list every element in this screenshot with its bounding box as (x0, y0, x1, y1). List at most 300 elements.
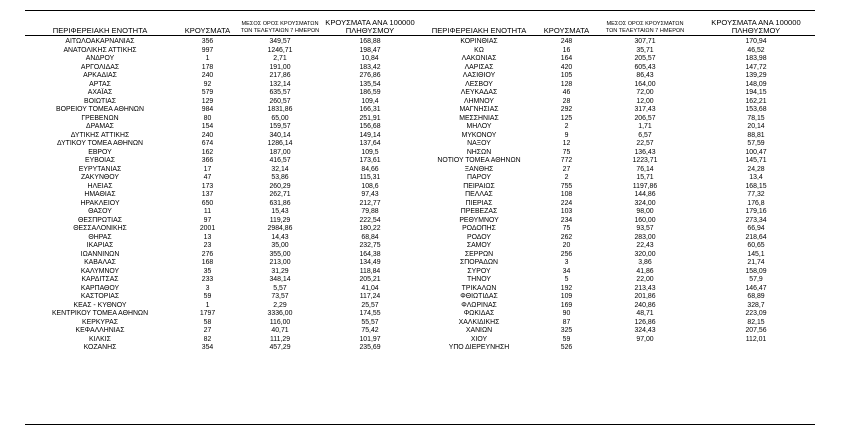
left-per-100k-cell: 149,14 (359, 131, 381, 139)
table-row (25, 234, 815, 243)
left-per-100k-cell: 276,86 (359, 72, 381, 79)
right-per-100k-cell: 158,09 (745, 267, 767, 275)
left-region-cell: ΔΥΤΙΚΗΣ ΑΤΤΙΚΗΣ (70, 131, 130, 139)
right-cases-cell: 105 (560, 72, 573, 79)
right-region-cell: ΝΟΤΙΟΥ ΤΟΜΕΑ ΑΘΗΝΩΝ (437, 157, 521, 164)
left-average-cell: 457,29 (269, 344, 291, 351)
right-cases-cell: 262 (560, 233, 573, 241)
left-cases-cell: 47 (203, 174, 212, 181)
left-region-cell: ΘΑΣΟΥ (88, 208, 112, 215)
right-average-cell: 6,57 (638, 131, 652, 139)
table-row (25, 132, 815, 141)
left-per-100k-cell: 84,66 (361, 165, 379, 173)
right-per-100k-cell: 153,68 (745, 106, 767, 113)
table-row (25, 293, 815, 302)
right-average-cell: 22,00 (636, 276, 654, 283)
table-bottom-rule (25, 424, 815, 425)
left-region-cell: ΚΑΛΥΜΝΟΥ (80, 267, 120, 275)
right-per-100k-cell: 273,34 (745, 216, 767, 224)
right-region-cell: ΣΠΟΡΑΔΩΝ (459, 259, 498, 266)
right-per-100k-cell: 218,64 (745, 233, 767, 241)
left-average-cell: 631,86 (269, 199, 291, 207)
right-average-cell: 164,00 (634, 80, 656, 88)
left-cases-cell: 674 (201, 140, 214, 147)
right-cases-cell: 292 (560, 106, 573, 113)
right-cases-cell: 87 (562, 318, 571, 326)
left-per-100k-cell: 135,54 (359, 80, 381, 88)
left-average-cell: 217,86 (269, 72, 291, 79)
right-average-cell: 320,00 (634, 250, 656, 258)
right-region-cell: ΛΕΣΒΟΥ (465, 80, 493, 88)
left-per-100k-cell: 118,84 (359, 267, 381, 275)
left-region-cell: ΔΡΑΜΑΣ (86, 123, 114, 130)
right-per-100k-cell: 179,16 (745, 208, 767, 215)
left-region-cell: ΚΑΡΔΙΤΣΑΣ (81, 276, 119, 283)
table-row (25, 225, 815, 234)
right-region-cell: ΞΑΝΘΗΣ (464, 165, 494, 173)
left-cases-cell: 240 (201, 72, 214, 79)
left-average-cell: 416,57 (269, 157, 291, 164)
table-row (25, 217, 815, 226)
table-row (25, 242, 815, 251)
right-cases-cell: 164 (560, 55, 573, 62)
left-per-100k-cell: 212,77 (359, 199, 381, 207)
left-per-100k-cell: 134,49 (359, 259, 381, 266)
right-region-cell: ΣΥΡΟΥ (467, 267, 491, 275)
right-cases-cell: 12 (562, 140, 571, 147)
left-per-100k-cell: 180,22 (359, 225, 381, 232)
right-average-cell: 86,43 (636, 72, 654, 79)
left-region-cell: ΘΕΣΣΑΛΟΝΙΚΗΣ (73, 225, 127, 232)
right-cases-cell: 772 (560, 157, 573, 164)
right-cases-cell: 16 (562, 46, 571, 54)
table-row (25, 166, 815, 175)
right-region-cell: ΚΩ (474, 46, 484, 54)
right-average-cell: 213,43 (634, 284, 656, 292)
right-per-100k-cell: 194,15 (745, 89, 767, 96)
right-region-cell: ΝΗΣΩΝ (466, 148, 492, 156)
right-per-100k-cell: 148,09 (745, 80, 767, 88)
table-row (25, 55, 815, 64)
right-average-cell: 126,86 (634, 318, 656, 326)
right-per-100k-cell: 78,15 (747, 114, 765, 122)
right-region-cell: ΠΡΕΒΕΖΑΣ (460, 208, 498, 215)
left-per-100k-cell: 68,84 (361, 233, 379, 241)
header-average-left: ΜΕΣΟΣ ΟΡΟΣ ΚΡΟΥΣΜΑΤΩΝ ΤΩΝ ΤΕΛΕΥΤΑΙΩΝ 7 ΗΜΕΡΩΝ (240, 21, 320, 34)
left-region-cell: ΙΚΑΡΙΑΣ (86, 242, 114, 249)
right-cases-cell: 109 (560, 293, 573, 300)
left-per-100k-cell: 174,55 (359, 310, 381, 317)
right-average-cell: 201,86 (634, 293, 656, 300)
left-average-cell: 2984,86 (267, 225, 293, 232)
table-row (25, 149, 815, 158)
left-average-cell: 262,71 (269, 191, 291, 198)
left-region-cell: ΗΛΕΙΑΣ (87, 182, 113, 190)
right-average-cell: 22,43 (636, 242, 654, 249)
left-per-100k-cell: 173,61 (359, 157, 381, 164)
left-average-cell: 111,29 (269, 335, 291, 343)
left-region-cell: ΑΝΑΤΟΛΙΚΗΣ ΑΤΤΙΚΗΣ (63, 46, 137, 54)
table-row (25, 47, 815, 56)
table-row (25, 140, 815, 149)
right-per-100k-cell: 147,72 (745, 63, 767, 71)
left-per-100k-cell: 166,31 (359, 106, 381, 113)
right-region-cell: ΤΡΙΚΑΛΩΝ (461, 284, 497, 292)
right-cases-cell: 75 (562, 148, 571, 156)
table-row (25, 276, 815, 285)
right-per-100k-cell: 100,47 (745, 148, 767, 156)
left-cases-cell: 27 (203, 327, 212, 334)
table-row (25, 64, 815, 73)
left-region-cell: ΚΑΣΤΟΡΙΑΣ (80, 293, 120, 300)
right-per-100k-cell: 77,32 (747, 191, 765, 198)
left-per-100k-cell: 101,97 (359, 335, 381, 343)
left-per-100k-cell: 137,64 (359, 140, 381, 147)
right-cases-cell: 75 (562, 225, 571, 232)
table-row (25, 106, 815, 115)
right-region-cell: ΛΑΡΙΣΑΣ (464, 63, 494, 71)
left-average-cell: 187,00 (269, 148, 291, 156)
right-average-cell: 240,86 (634, 301, 656, 309)
left-region-cell: ΓΡΕΒΕΝΩΝ (81, 114, 119, 122)
right-average-cell: 12,00 (636, 97, 654, 105)
right-region-cell: ΛΑΣΙΘΙΟΥ (462, 72, 496, 79)
left-average-cell: 260,29 (269, 182, 291, 190)
right-average-cell: 98,00 (636, 208, 654, 215)
header-region-left: ΠΕΡΙΦΕΡΕΙΑΚΗ ΕΝΟΤΗΤΑ (52, 26, 148, 35)
left-cases-cell: 1 (205, 301, 210, 309)
table-row (25, 157, 815, 166)
table-row (25, 89, 815, 98)
left-average-cell: 349,57 (269, 38, 291, 45)
left-per-100k-cell: 186,59 (359, 89, 381, 96)
left-region-cell: ΑΝΔΡΟΥ (85, 55, 115, 62)
right-average-cell: 205,57 (634, 55, 656, 62)
left-per-100k-cell: 75,42 (361, 327, 379, 334)
header-rule (25, 35, 815, 36)
left-cases-cell: 997 (201, 46, 214, 54)
left-cases-cell: 162 (201, 148, 214, 156)
right-per-100k-cell: 112,01 (745, 335, 767, 343)
left-per-100k-cell: 164,38 (359, 250, 381, 258)
right-cases-cell: 420 (560, 63, 573, 71)
left-cases-cell: 154 (201, 123, 214, 130)
table-row (25, 327, 815, 336)
table-row (25, 336, 815, 345)
left-region-cell: ΒΟΙΩΤΙΑΣ (83, 97, 116, 105)
left-average-cell: 340,14 (269, 131, 291, 139)
right-average-cell: 97,00 (636, 335, 654, 343)
right-region-cell: ΦΩΚΙΔΑΣ (463, 310, 495, 317)
right-per-100k-cell: 60,65 (747, 242, 765, 249)
right-average-cell: 41,86 (636, 267, 654, 275)
left-cases-cell: 173 (201, 182, 214, 190)
right-region-cell: ΥΠΟ ΔΙΕΡΕΥΝΗΣΗ (448, 344, 510, 351)
left-average-cell: 73,57 (271, 293, 289, 300)
left-per-100k-cell: 79,88 (361, 208, 379, 215)
left-cases-cell: 276 (201, 250, 214, 258)
left-average-cell: 31,29 (271, 267, 289, 275)
left-cases-cell: 168 (201, 259, 214, 266)
right-per-100k-cell: 145,71 (745, 157, 767, 164)
left-per-100k-cell: 168,88 (359, 38, 381, 45)
right-cases-cell: 9 (564, 131, 569, 139)
right-average-cell: 307,71 (634, 38, 656, 45)
right-per-100k-cell: 168,15 (745, 182, 767, 190)
left-region-cell: ΚΑΒΑΛΑΣ (84, 259, 116, 266)
right-average-cell: 136,43 (634, 148, 656, 156)
right-per-100k-cell: 20,14 (747, 123, 765, 130)
right-average-cell: 283,00 (634, 233, 656, 241)
right-average-cell: 76,14 (636, 165, 654, 173)
left-region-cell: ΘΗΡΑΣ (88, 233, 112, 241)
table-row (25, 81, 815, 90)
left-cases-cell: 82 (203, 335, 212, 343)
right-average-cell: 35,71 (636, 46, 654, 54)
table-row (25, 285, 815, 294)
left-cases-cell: 59 (203, 293, 212, 300)
left-region-cell: ΗΡΑΚΛΕΙΟΥ (80, 199, 120, 207)
right-per-100k-cell: 145,1 (747, 250, 765, 258)
right-per-100k-cell: 57,59 (747, 140, 765, 147)
left-region-cell: ΚΕΝΤΡΙΚΟΥ ΤΟΜΕΑ ΑΘΗΝΩΝ (51, 310, 149, 317)
left-per-100k-cell: 55,57 (361, 318, 379, 326)
left-region-cell: ΑΡΚΑΔΙΑΣ (83, 72, 117, 79)
right-region-cell: ΛΑΚΩΝΙΑΣ (461, 55, 497, 62)
left-region-cell: ΑΡΓΟΛΙΔΑΣ (80, 63, 120, 71)
right-cases-cell: 2 (564, 174, 569, 181)
left-per-100k-cell: 183,42 (359, 63, 381, 71)
left-cases-cell: 356 (201, 38, 214, 45)
right-cases-cell: 46 (562, 89, 571, 96)
left-region-cell: ΑΧΑΪΑΣ (87, 89, 113, 96)
left-average-cell: 5,57 (273, 284, 287, 292)
table-row (25, 319, 815, 328)
left-cases-cell: 17 (203, 165, 212, 173)
left-average-cell: 260,57 (269, 97, 291, 105)
left-cases-cell: 11 (203, 208, 212, 215)
right-average-cell: 206,57 (634, 114, 656, 122)
left-cases-cell: 80 (203, 114, 212, 122)
left-average-cell: 116,00 (269, 318, 291, 326)
right-cases-cell: 103 (560, 208, 573, 215)
left-per-100k-cell: 232,75 (359, 242, 381, 249)
right-region-cell: ΠΕΙΡΑΙΩΣ (463, 182, 495, 190)
right-cases-cell: 90 (562, 310, 571, 317)
left-cases-cell: 579 (201, 89, 214, 96)
right-region-cell: ΦΘΙΩΤΙΔΑΣ (460, 293, 498, 300)
right-cases-cell: 59 (562, 335, 571, 343)
right-region-cell: ΤΗΝΟΥ (467, 276, 491, 283)
table-row (25, 200, 815, 209)
left-cases-cell: 13 (203, 233, 212, 241)
right-region-cell: ΧΑΛΚΙΔΙΚΗΣ (458, 318, 500, 326)
left-cases-cell: 97 (203, 216, 212, 224)
left-average-cell: 32,14 (271, 165, 289, 173)
left-average-cell: 2,29 (273, 301, 287, 309)
right-cases-cell: 125 (560, 114, 573, 122)
right-cases-cell: 34 (562, 267, 571, 275)
left-average-cell: 1831,86 (267, 106, 293, 113)
left-per-100k-cell: 251,91 (359, 114, 381, 122)
left-cases-cell: 354 (201, 344, 214, 351)
right-region-cell: ΡΟΔΟΥ (466, 233, 491, 241)
right-region-cell: ΜΕΣΣΗΝΙΑΣ (459, 114, 499, 122)
table-row (25, 98, 815, 107)
left-cases-cell: 137 (201, 191, 214, 198)
left-region-cell: ΚΕΑΣ - ΚΥΘΝΟΥ (73, 301, 127, 309)
right-per-100k-cell: 66,94 (747, 225, 765, 232)
right-average-cell: 324,00 (634, 199, 656, 207)
table-row (25, 123, 815, 132)
header-per-100k-left: ΚΡΟΥΣΜΑΤΑ ΑΝΑ 100000 ΠΛΗΘΥΣΜΟΥ (325, 18, 415, 35)
left-average-cell: 1286,14 (267, 140, 293, 147)
right-region-cell: ΡΕΘΥΜΝΟΥ (459, 216, 499, 224)
right-per-100k-cell: 183,98 (745, 55, 767, 62)
left-region-cell: ΒΟΡΕΙΟΥ ΤΟΜΕΑ ΑΘΗΝΩΝ (56, 106, 144, 113)
left-cases-cell: 1 (205, 55, 210, 62)
left-cases-cell: 23 (203, 242, 212, 249)
left-average-cell: 2,71 (273, 55, 287, 62)
table-row (25, 72, 815, 81)
right-per-100k-cell: 162,21 (745, 97, 767, 105)
left-cases-cell: 1797 (199, 310, 216, 317)
left-average-cell: 213,00 (269, 259, 291, 266)
right-per-100k-cell: 328,7 (747, 301, 765, 309)
right-per-100k-cell: 170,94 (745, 38, 767, 45)
left-average-cell: 348,14 (269, 276, 291, 283)
left-cases-cell: 366 (201, 157, 214, 164)
table-row (25, 174, 815, 183)
left-region-cell: ΑΙΤΩΛΟΑΚΑΡΝΑΝΙΑΣ (65, 38, 135, 45)
left-average-cell: 40,71 (271, 327, 289, 334)
table-row (25, 259, 815, 268)
left-average-cell: 35,00 (271, 242, 289, 249)
table-row (25, 344, 815, 353)
right-average-cell: 48,71 (636, 310, 654, 317)
table-row (25, 115, 815, 124)
right-cases-cell: 128 (560, 80, 573, 88)
right-per-100k-cell: 13,4 (749, 174, 763, 181)
left-average-cell: 355,00 (269, 250, 291, 258)
table-body (25, 38, 815, 353)
right-per-100k-cell: 207,56 (745, 327, 767, 334)
right-cases-cell: 234 (560, 216, 573, 224)
right-average-cell: 1197,86 (632, 182, 658, 190)
left-per-100k-cell: 109,5 (361, 148, 379, 156)
left-average-cell: 53,86 (271, 174, 289, 181)
right-average-cell: 144,86 (634, 191, 656, 198)
left-average-cell: 14,43 (271, 233, 289, 241)
left-average-cell: 1246,71 (267, 46, 293, 54)
right-per-100k-cell: 24,28 (747, 165, 765, 173)
right-region-cell: ΦΛΩΡΙΝΑΣ (461, 301, 497, 309)
left-cases-cell: 35 (203, 267, 212, 275)
right-per-100k-cell: 139,29 (745, 72, 767, 79)
left-per-100k-cell: 117,24 (359, 293, 381, 300)
left-region-cell: ΚΕΦΑΛΛΗΝΙΑΣ (75, 327, 125, 334)
left-cases-cell: 2001 (199, 225, 216, 232)
right-region-cell: ΧΙΟΥ (470, 335, 488, 343)
table-row (25, 251, 815, 260)
left-region-cell: ΚΕΡΚΥΡΑΣ (82, 318, 118, 326)
left-cases-cell: 178 (201, 63, 214, 71)
left-cases-cell: 650 (201, 199, 214, 207)
left-per-100k-cell: 109,4 (361, 97, 379, 105)
right-cases-cell: 27 (562, 165, 571, 173)
left-per-100k-cell: 108,6 (361, 182, 379, 190)
right-average-cell: 605,43 (634, 63, 656, 71)
right-region-cell: ΣΑΜΟΥ (466, 242, 492, 249)
right-cases-cell: 248 (560, 38, 573, 45)
left-region-cell: ΕΥΒΟΙΑΣ (85, 157, 115, 164)
right-per-100k-cell: 82,15 (747, 318, 765, 326)
right-region-cell: ΡΟΔΟΠΗΣ (462, 225, 496, 232)
right-cases-cell: 755 (560, 182, 573, 190)
right-average-cell: 1223,71 (632, 157, 658, 164)
left-per-100k-cell: 222,54 (359, 216, 381, 224)
left-region-cell: ΚΟΖΑΝΗΣ (83, 344, 117, 351)
right-per-100k-cell: 21,74 (747, 259, 765, 266)
header-cases-right: ΚΡΟΥΣΜΑΤΑ (543, 26, 590, 35)
left-region-cell: ΘΕΣΠΡΩΤΙΑΣ (78, 216, 122, 224)
left-region-cell: ΑΡΤΑΣ (89, 80, 111, 88)
left-cases-cell: 58 (203, 318, 212, 326)
right-cases-cell: 526 (560, 344, 573, 351)
right-cases-cell: 3 (564, 259, 569, 266)
table-row (25, 310, 815, 319)
right-average-cell: 15,71 (636, 174, 654, 181)
left-cases-cell: 233 (201, 276, 214, 283)
right-region-cell: ΜΥΚΟΝΟΥ (461, 131, 497, 139)
header-per-100k-right: ΚΡΟΥΣΜΑΤΑ ΑΝΑ 100000 ΠΛΗΘΥΣΜΟΥ (711, 18, 801, 35)
left-region-cell: ΚΙΛΚΙΣ (89, 335, 111, 343)
right-cases-cell: 28 (562, 97, 571, 105)
right-region-cell: ΧΑΝΙΩΝ (465, 327, 493, 334)
table-row (25, 208, 815, 217)
left-per-100k-cell: 25,57 (361, 301, 379, 309)
left-per-100k-cell: 205,21 (359, 276, 381, 283)
right-region-cell: ΠΕΛΛΑΣ (465, 191, 493, 198)
right-cases-cell: 169 (560, 301, 573, 309)
right-cases-cell: 108 (560, 191, 573, 198)
left-per-100k-cell: 235,69 (359, 344, 381, 351)
left-cases-cell: 240 (201, 131, 214, 139)
right-region-cell: ΜΑΓΝΗΣΙΑΣ (459, 106, 499, 113)
left-region-cell: ΗΜΑΘΙΑΣ (84, 191, 116, 198)
right-region-cell: ΛΕΥΚΑΔΑΣ (460, 89, 498, 96)
left-average-cell: 635,57 (269, 89, 291, 96)
left-region-cell: ΖΑΚΥΝΘΟΥ (80, 174, 120, 181)
right-average-cell: 317,43 (634, 106, 656, 113)
right-region-cell: ΠΑΡΟΥ (467, 174, 491, 181)
left-average-cell: 159,57 (269, 123, 291, 130)
right-average-cell: 3,86 (638, 259, 652, 266)
right-per-100k-cell: 46,52 (747, 46, 765, 54)
left-cases-cell: 984 (201, 106, 214, 113)
right-average-cell: 93,57 (636, 225, 654, 232)
right-average-cell: 324,43 (634, 327, 656, 334)
right-region-cell: ΠΙΕΡΙΑΣ (465, 199, 493, 207)
left-average-cell: 191,00 (269, 63, 291, 71)
right-region-cell: ΚΟΡΙΝΘΙΑΣ (460, 38, 498, 45)
left-average-cell: 3336,00 (267, 310, 293, 317)
table-row (25, 38, 815, 47)
right-per-100k-cell: 68,89 (747, 293, 765, 300)
header-region-right: ΠΕΡΙΦΕΡΕΙΑΚΗ ΕΝΟΤΗΤΑ (431, 26, 527, 35)
left-region-cell: ΕΒΡΟΥ (88, 148, 112, 156)
table-row (25, 268, 815, 277)
